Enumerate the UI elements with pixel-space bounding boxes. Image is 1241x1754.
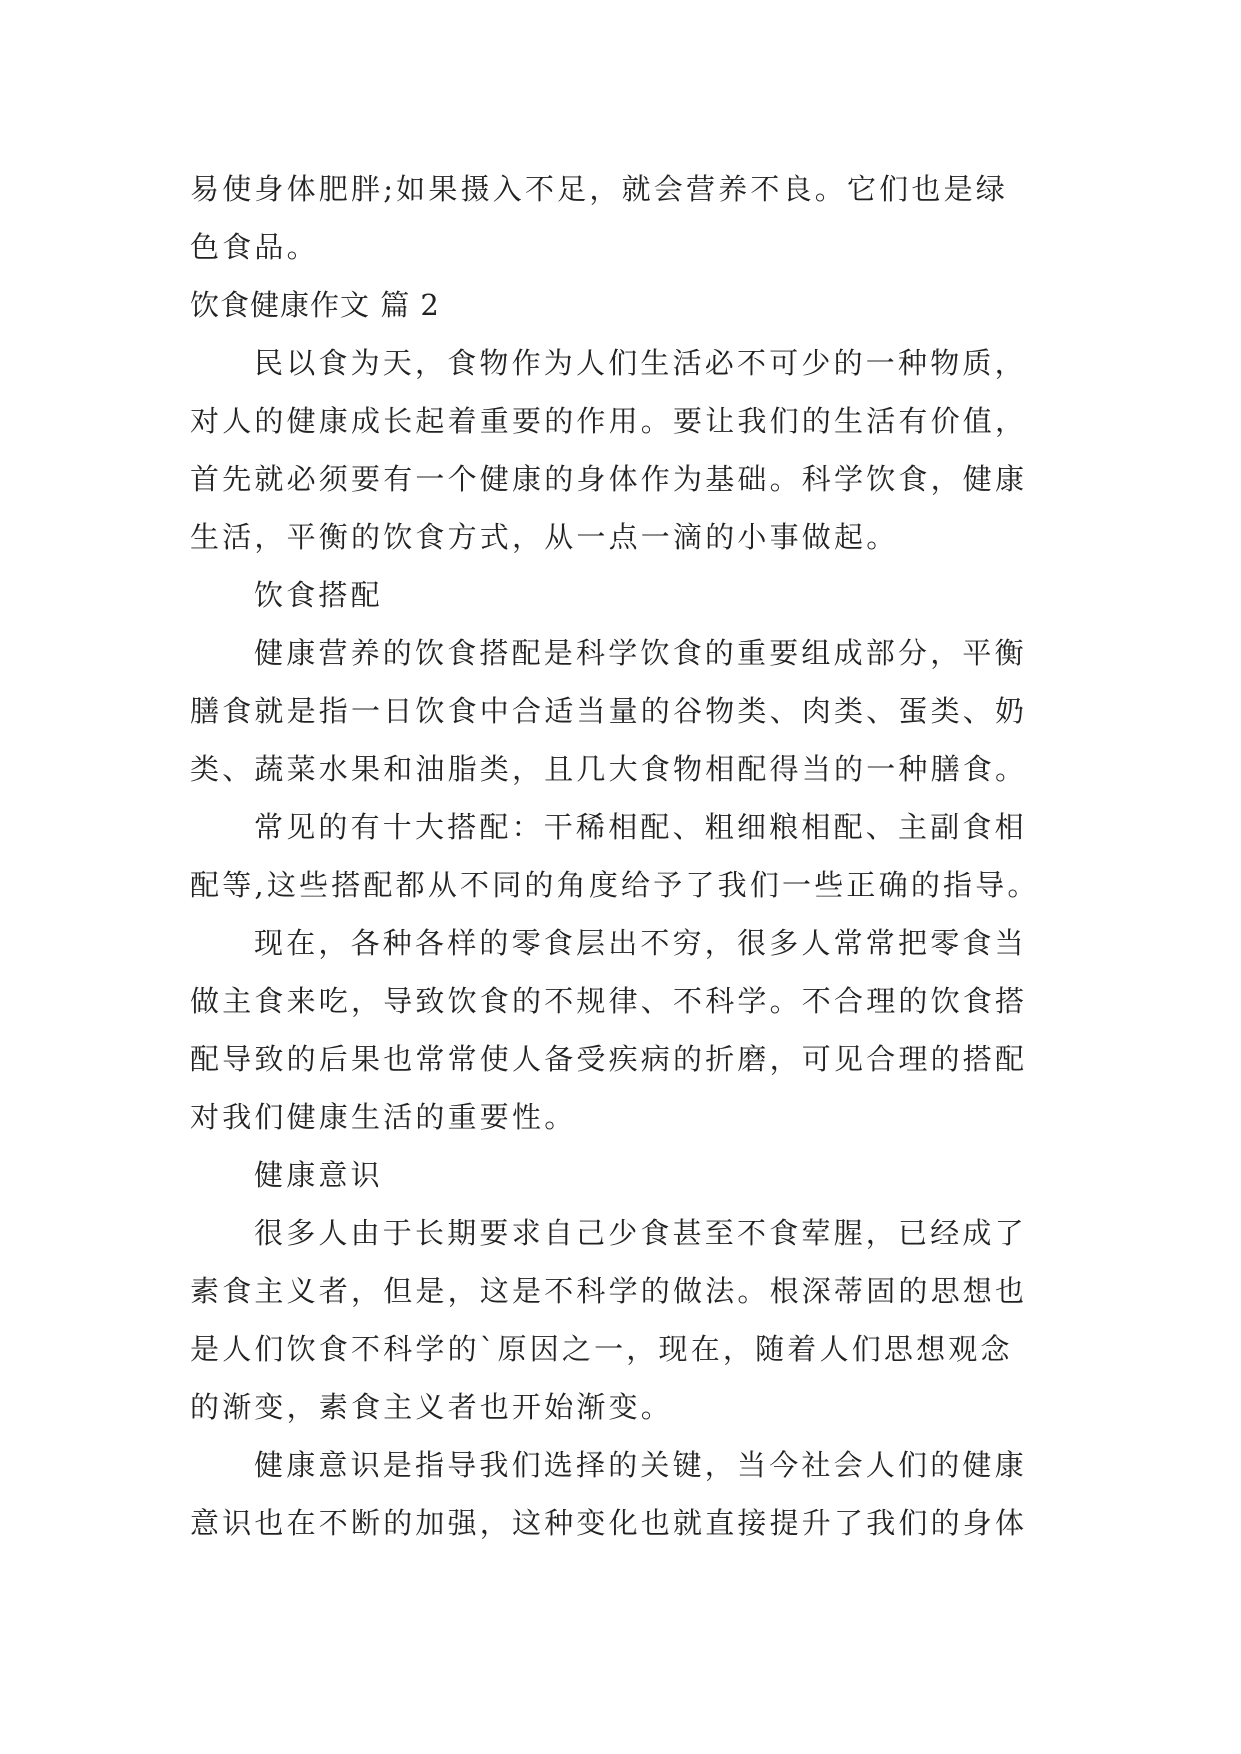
text-line: 现在，各种各样的零食层出不穷，很多人常常把零食当 (254, 926, 1027, 960)
text-line: 易使身体肥胖;如果摄入不足，就会营养不良。它们也是绿 (190, 172, 1008, 206)
text-line: 色食品。 (190, 230, 319, 264)
text-line: 健康意识 (254, 1158, 383, 1192)
text-line: 首先就必须要有一个健康的身体作为基础。科学饮食，健康 (190, 462, 1028, 496)
text-line: 健康意识是指导我们选择的关键，当今社会人们的健康 (254, 1448, 1027, 1482)
section-heading: 饮食健康作文 篇 2 (190, 288, 440, 322)
text-line: 的渐变，素食主义者也开始渐变。 (190, 1390, 674, 1424)
text-line: 对人的健康成长起着重要的作用。要让我们的生活有价值， (190, 404, 1028, 438)
text-line: 配等,这些搭配都从不同的角度给予了我们一些正确的指导。 (190, 868, 1040, 902)
text-line: 是人们饮食不科学的`原因之一，现在，随着人们思想观念 (190, 1332, 1013, 1366)
text-line: 素食主义者，但是，这是不科学的做法。根深蒂固的思想也 (190, 1274, 1028, 1308)
text-line: 生活，平衡的饮食方式，从一点一滴的小事做起。 (190, 520, 899, 554)
text-line: 常见的有十大搭配：干稀相配、粗细粮相配、主副食相 (254, 810, 1027, 844)
text-line: 民以食为天，食物作为人们生活必不可少的一种物质， (254, 346, 1027, 380)
text-line: 对我们健康生活的重要性。 (190, 1100, 577, 1134)
text-line: 健康营养的饮食搭配是科学饮食的重要组成部分，平衡 (254, 636, 1027, 670)
text-line: 很多人由于长期要求自己少食甚至不食荤腥，已经成了 (254, 1216, 1027, 1250)
text-line: 饮食搭配 (254, 578, 383, 612)
text-line: 做主食来吃，导致饮食的不规律、不科学。不合理的饮食搭 (190, 984, 1028, 1018)
text-line: 类、蔬菜水果和油脂类，且几大食物相配得当的一种膳食。 (190, 752, 1028, 786)
document-page (190, 160, 1070, 1552)
text-line: 意识也在不断的加强，这种变化也就直接提升了我们的身体 (190, 1506, 1028, 1540)
text-line: 膳食就是指一日饮食中合适当量的谷物类、肉类、蛋类、奶 (190, 694, 1028, 728)
text-line: 配导致的后果也常常使人备受疾病的折磨，可见合理的搭配 (190, 1042, 1028, 1076)
